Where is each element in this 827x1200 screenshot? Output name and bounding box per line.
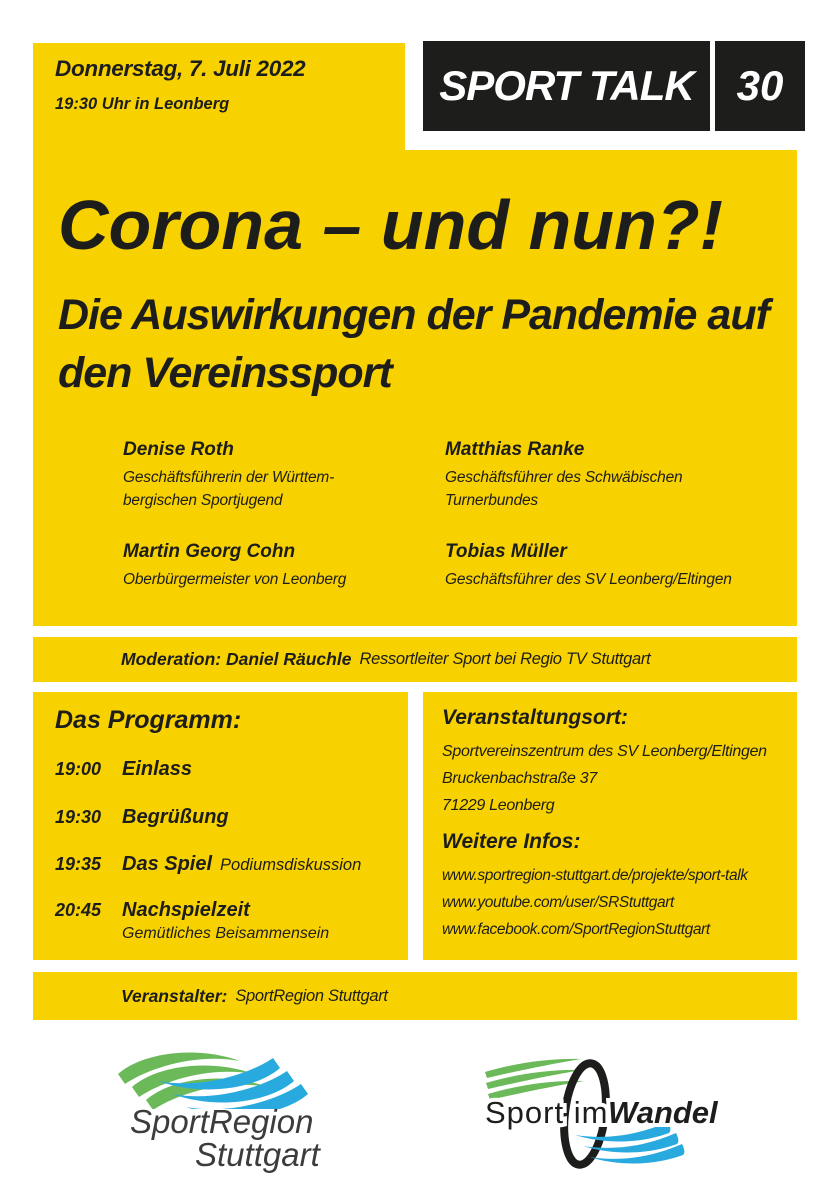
speaker-role: Oberbürgermeister von Leonberg bbox=[123, 571, 347, 588]
speaker-role: bergischen Sportjugend bbox=[123, 492, 283, 509]
info-link: www.facebook.com/SportRegionStuttgart bbox=[442, 921, 710, 938]
poster-subtitle bbox=[58, 286, 769, 402]
venue-block bbox=[423, 692, 797, 960]
wandel-logo-text-left: Sport im bbox=[485, 1095, 609, 1130]
program-time: 19:30 bbox=[55, 807, 102, 827]
info-link: www.sportregion-stuttgart.de/projekte/sport-talk bbox=[442, 867, 748, 884]
organizer-bar bbox=[33, 972, 797, 1020]
program-row bbox=[55, 853, 361, 876]
subtitle-line-2: den Vereinssport bbox=[58, 349, 392, 397]
speaker-name: Denise Roth bbox=[123, 439, 234, 460]
speakers-grid bbox=[123, 438, 732, 591]
speaker-card bbox=[445, 438, 732, 512]
sportregion-logo-text-line1: SportRegion bbox=[130, 1103, 314, 1140]
moderation-label: Moderation: Daniel Räuchle bbox=[121, 649, 352, 669]
event-time-place: 19:30 Uhr in Leonberg bbox=[55, 95, 230, 113]
organizer-name: SportRegion Stuttgart bbox=[235, 986, 388, 1005]
speaker-card bbox=[123, 540, 445, 591]
program-label-group bbox=[122, 899, 329, 943]
main-block bbox=[33, 150, 797, 626]
speaker-role: Geschäftsführer des Schwäbischen bbox=[445, 469, 683, 486]
program-row bbox=[55, 758, 192, 781]
sportregion-waves-icon bbox=[110, 1043, 340, 1109]
program-time: 19:35 bbox=[55, 854, 102, 874]
venue-line: 71229 Leonberg bbox=[442, 797, 555, 814]
venue-line: Sportvereinszentrum des SV Leonberg/Eltingen bbox=[442, 743, 767, 760]
organizer-label: Veranstalter: bbox=[121, 985, 228, 1006]
program-block bbox=[33, 692, 408, 960]
speaker-name: Martin Georg Cohn bbox=[123, 541, 296, 562]
program-heading: Das Programm: bbox=[55, 706, 242, 734]
speaker-card bbox=[445, 540, 732, 591]
program-label: Einlass bbox=[122, 758, 193, 780]
poster-title: Corona – und nun?! bbox=[58, 186, 723, 264]
speaker-role: Geschäftsführer des SV Leonberg/Eltingen bbox=[445, 571, 732, 588]
program-label: Nachspielzeit bbox=[122, 899, 250, 921]
wandel-logo-text-right: Wandel bbox=[608, 1095, 718, 1130]
speaker-role: Geschäftsführerin der Württem- bbox=[123, 469, 335, 486]
moderation-detail: Ressortleiter Sport bei Regio TV Stuttgart bbox=[359, 650, 651, 668]
event-date: Donnerstag, 7. Juli 2022 bbox=[55, 56, 306, 81]
info-heading: Weitere Infos: bbox=[442, 830, 581, 853]
moderation-bar bbox=[33, 637, 797, 682]
speaker-card bbox=[123, 438, 445, 512]
program-detail: Podiumsdiskussion bbox=[220, 856, 362, 874]
edition-number: 30 bbox=[736, 62, 784, 109]
sportregion-stuttgart-logo bbox=[110, 1043, 340, 1188]
sport-talk-badge bbox=[423, 41, 710, 131]
subtitle-line-1: Die Auswirkungen der Pandemie auf bbox=[58, 291, 769, 339]
sportregion-logo-text-line2: Stuttgart bbox=[195, 1136, 320, 1173]
program-label: Begrüßung bbox=[122, 806, 229, 828]
sport-im-wandel-logo bbox=[475, 1050, 755, 1170]
program-detail: Gemütliches Beisammensein bbox=[122, 925, 330, 942]
edition-number-badge bbox=[715, 41, 805, 131]
program-row bbox=[55, 899, 329, 943]
program-label: Das Spiel bbox=[122, 853, 213, 875]
venue-address bbox=[442, 738, 767, 819]
date-block bbox=[33, 43, 405, 150]
program-time: 20:45 bbox=[55, 900, 102, 920]
program-row bbox=[55, 806, 229, 829]
venue-line: Bruckenbachstraße 37 bbox=[442, 770, 597, 787]
venue-heading: Veranstaltungsort: bbox=[442, 706, 628, 729]
speaker-role: Turnerbundes bbox=[445, 492, 538, 509]
speaker-name: Matthias Ranke bbox=[445, 439, 585, 460]
info-link: www.youtube.com/user/SRStuttgart bbox=[442, 894, 674, 911]
program-time: 19:00 bbox=[55, 759, 102, 779]
speaker-name: Tobias Müller bbox=[445, 541, 567, 562]
brand-text: SPORT TALK bbox=[439, 62, 694, 109]
info-links bbox=[442, 862, 748, 943]
